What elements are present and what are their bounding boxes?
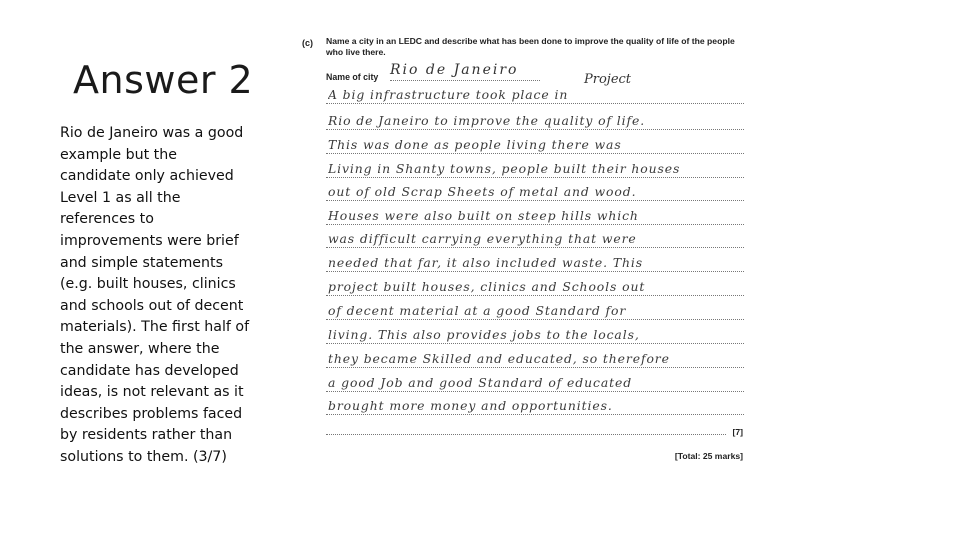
answer-dotted-line [326, 129, 744, 130]
answer-dotted-line [326, 271, 744, 272]
question-letter: (c) [302, 38, 313, 48]
answer-line-9: project built houses, clinics and Schools out [328, 279, 646, 294]
question-text: Name a city in an LEDC and describe what has been done to improve the quality of life of the people who live there. [326, 36, 735, 57]
answer-dotted-line [326, 319, 744, 320]
answer-dotted-line [326, 343, 744, 344]
name-of-city-label: Name of city [326, 72, 379, 82]
scanned-answer-sheet [296, 30, 751, 465]
commentary-text: Rio de Janeiro was a good example but the candidate only achieved Level 1 as all the references to improvements were brief and simple statements (e.g. built houses, clinics and schools out of decent materials). The first half of the answer, where the candidate has developed ideas, is not relevant as it describes problems faced by residents rather than solutions to them. (3/7) [60, 125, 250, 465]
answer-line-8: needed that far, it also included waste. This [328, 255, 644, 270]
answer-line-7: was difficult carrying everything that were [328, 231, 637, 246]
answer-dotted-line [326, 247, 744, 248]
handwritten-margin-note: Project [584, 72, 632, 87]
answer-dotted-line [326, 177, 744, 178]
answer-dotted-line [326, 391, 744, 392]
answer-line-3: This was done as people living there was [328, 137, 622, 152]
answer-line-11: living. This also provides jobs to the locals, [328, 327, 640, 342]
total-marks: [Total: 25 marks] [674, 451, 743, 461]
answer-dotted-line [326, 295, 744, 296]
answer-dotted-line [326, 200, 744, 201]
answer-dotted-line [326, 414, 744, 415]
answer-line-6: Houses were also built on steep hills which [328, 208, 639, 223]
answer-line-14: brought more money and opportunities. [328, 398, 613, 413]
answer-line-2: Rio de Janeiro to improve the quality of life. [328, 113, 646, 128]
answer-dotted-line [326, 103, 744, 104]
name-dotted-line [390, 80, 540, 81]
answer-dotted-line [326, 224, 744, 225]
answer-line-1: A big infrastructure took place in [328, 87, 569, 102]
question-marks: [7] [732, 427, 743, 437]
answer-line-10: of decent material at a good Standard for [328, 303, 627, 318]
handwritten-city-name: Rio de Janeiro [390, 62, 519, 78]
answer-line-4: Living in Shanty towns, people built their houses [328, 161, 681, 176]
answer-dotted-line [326, 434, 726, 435]
slide-title: Answer 2 [73, 58, 254, 102]
answer-dotted-line [326, 367, 744, 368]
answer-line-13: a good Job and good Standard of educated [328, 375, 633, 390]
answer-dotted-line [326, 153, 744, 154]
answer-line-12: they became Skilled and educated, so therefore [328, 351, 670, 366]
answer-line-5: out of old Scrap Sheets of metal and wood. [328, 184, 637, 199]
